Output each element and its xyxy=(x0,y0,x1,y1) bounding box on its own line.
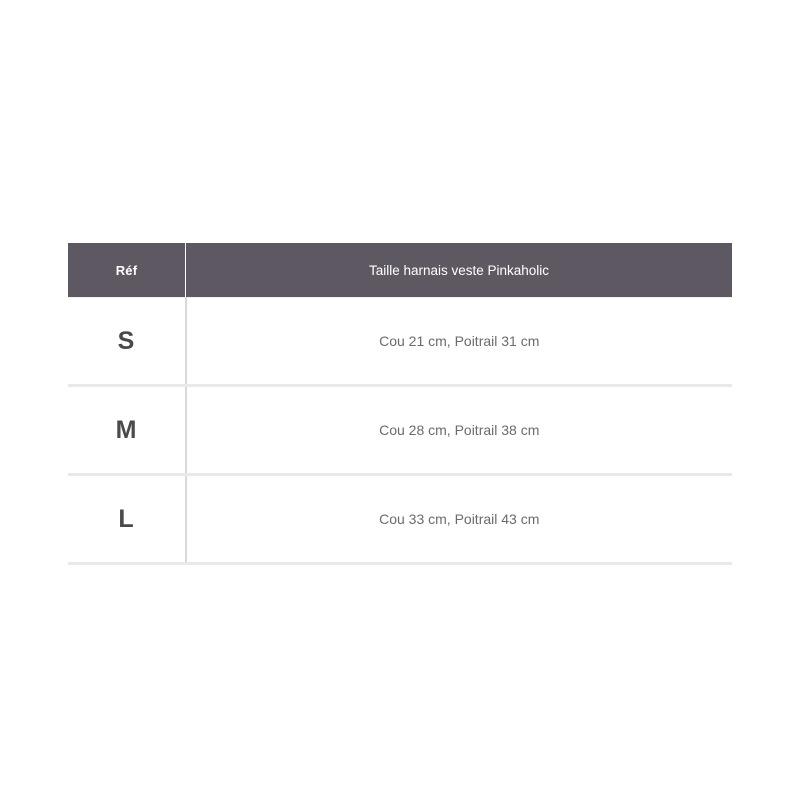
cell-description xyxy=(186,475,733,564)
cell-ref: M xyxy=(68,386,186,475)
table-body xyxy=(68,298,732,564)
table-row xyxy=(68,386,732,475)
size-chart-table xyxy=(68,243,732,565)
cell-description xyxy=(186,298,733,386)
cell-description-text: Cou 28 cm, Poitrail 38 cm xyxy=(379,422,540,438)
column-header-description: Taille harnais veste Pinkaholic xyxy=(186,243,733,298)
cell-description-text: Cou 33 cm, Poitrail 43 cm xyxy=(379,511,540,527)
column-header-ref: Réf xyxy=(68,243,186,298)
cell-description-text: Cou 21 cm, Poitrail 31 cm xyxy=(379,333,540,349)
cell-description xyxy=(186,386,733,475)
table-header xyxy=(68,243,732,298)
cell-ref: S xyxy=(68,298,186,386)
table-row xyxy=(68,298,732,386)
table-header-row xyxy=(68,243,732,298)
table-row xyxy=(68,475,732,564)
cell-ref: L xyxy=(68,475,186,564)
